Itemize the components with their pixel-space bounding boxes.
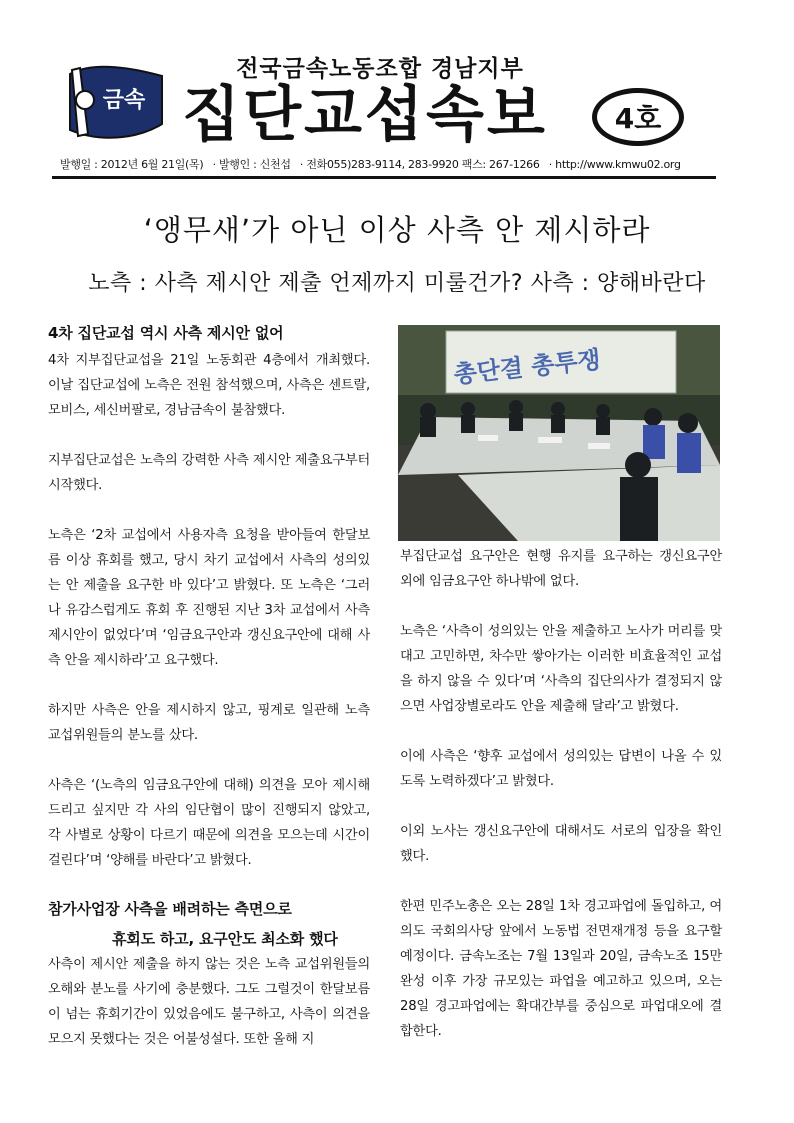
website-url: · http://www.kmwu02.org [548,158,681,171]
article-paragraph: 사측이 제시안 제출을 하지 않는 것은 노측 교섭위원들의 오해와 분노를 사기에 충분했다. 그도 그럴것이 한달보름이 넘는 휴회기간이 있었음에도 불구하고, 사측이 의견을 모으지 못했다는 것은 어불성설다. 또한 올해 지 [48,957,370,1047]
logo-text: 금속 [102,88,146,113]
sub-headline: 노측 : 사측 제시안 제출 언제까지 미룰건가? 사측 : 양해바란다 [88,271,706,296]
banner-text: 총단결 총투쟁 [452,345,602,389]
main-headline: ‘앵무새’가 아닌 이상 사측 안 제시하라 [143,213,651,247]
organization-name: 전국금속노동조합 경남지부 [236,56,524,82]
article-paragraph: 노측은 ‘사측이 성의있는 안을 제출하고 노사가 머리를 맞대고 고민하면, 차수만 쌓아가는 이러한 비효율적인 교섭을 하지 않을 수 있다’며 ‘사측의 집단의사가 결정되지 않으면 사업장별로라도 안을 제출해 달라’고 밝혔다. [400,624,722,714]
meeting-photo [398,325,720,541]
left-column [48,348,370,898]
publish-date: 발행일 : 2012년 6월 21일(목) [60,158,204,171]
header-divider [52,176,716,179]
article-paragraph: 4차 지부집단교섭을 21일 노동회관 4층에서 개최했다. 이날 집단교섭에 노측은 전원 참석했으며, 사측은 센트랄, 모비스, 세신버팔로, 경남금속이 불참했다. [48,353,370,418]
publication-info [60,156,710,172]
section-title-1: 4차 집단교섭 역시 사측 제시안 없어 [48,324,284,342]
union-logo [58,60,170,146]
section-title-2-line2: 휴회도 하고, 요구안도 최소화 했다 [112,930,338,948]
issue-number: 4호 [592,88,684,146]
article-paragraph: 이에 사측은 ‘향후 교섭에서 성의있는 답변이 나올 수 있도록 노력하겠다’고 밝혔다. [400,749,722,789]
newsletter-title: 집단교섭속보 [182,80,548,150]
article-paragraph: 노측은 ‘2차 교섭에서 사용자측 요청을 받아들여 한달보름 이상 휴회를 했고, 당시 차기 교섭에서 사측의 성의있는 안 제출을 요구한 바 있다’고 밝혔다. 또 노측은 ‘그러나 유감스럽게도 휴회 후 진행된 지난 3차 교섭에서 사측 제시안이 없었다’며 ‘임금요구안과 갱신요구안에 대해 사측 안을 제시하라’고 요구했다. [48,528,370,668]
article-paragraph: 지부집단교섭은 노측의 강력한 사측 제시안 제출요구부터 시작했다. [48,453,370,493]
article-paragraph: 한편 민주노총은 오는 28일 1차 경고파업에 돌입하고, 여의도 국회의사당 앞에서 노동법 전면재개정 등을 요구할 예정이다. 금속노조는 7월 13일과 20일, 금속노조 15만 완성 이후 가장 규모있는 파업을 예고하고 있으며, 오는 28일 경고파업에는 확대간부를 중심으로 파업대오에 결합한다. [400,899,722,1039]
article-paragraph: 사측은 ‘(노측의 임금요구안에 대해) 의견을 모아 제시해 드리고 싶지만 각 사의 임단협이 많이 진행되지 않았고, 각 사별로 상황이 다르기 때문에 의견을 모으는데 시간이 걸린다’며 ‘양해를 바란다’고 밝혔다. [48,778,370,868]
section-title-2-line1: 참가사업장 사측을 배려하는 측면으로 [48,900,292,918]
article-paragraph: 이외 노사는 갱신요구안에 대해서도 서로의 입장을 확인했다. [400,824,722,864]
left-column-continued [48,952,370,1052]
article-paragraph: 부집단교섭 요구안은 현행 유지를 요구하는 갱신요구안 외에 임금요구안 하나밖에 없다. [400,549,722,589]
publisher: · 발행인 : 신천섭 [212,158,291,171]
article-paragraph: 하지만 사측은 안을 제시하지 않고, 핑계로 일관해 노측 교섭위원들의 분노를 샀다. [48,703,370,743]
contact-phone: · 전화055)283-9114, 283-9920 팩스: 267-1266 [299,158,540,171]
right-column [400,544,722,1044]
